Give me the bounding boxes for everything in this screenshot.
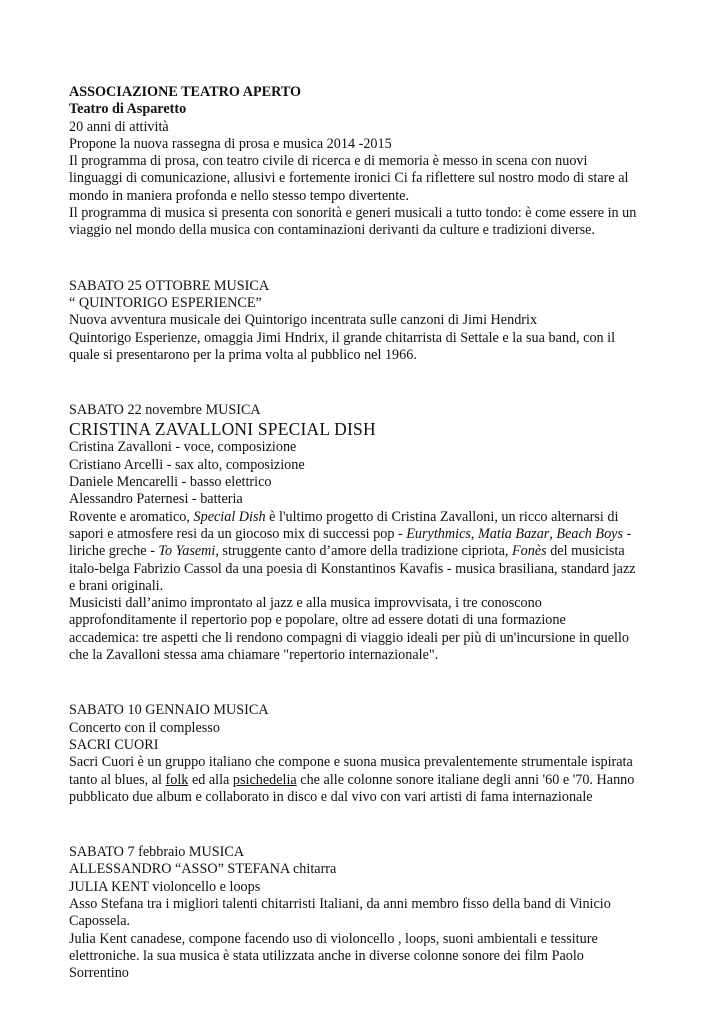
intro-line: linguaggi di comunicazione, allusivi e fortemente ironici Ci fa riflettere sul nostro modo di stare al: [69, 170, 629, 187]
event-line: tanto al blues, al folk ed alla psichedelia che alle colonne sonore italiane degli anni '60 e '70. Hanno: [69, 771, 635, 788]
psichedelia-link[interactable]: psichedelia: [232, 771, 297, 788]
description-line: liriche greche - To Yasemi, struggente canto d’amore della tradizione cipriota, Fonès del musicista: [69, 543, 625, 560]
description-line: italo-belga Fabrizio Cassol da una poesia di Konstantinos Kavafis - musica brasiliana, standard jazz: [69, 560, 636, 577]
event-line: Capossela.: [69, 913, 131, 930]
event-line: che la Zavalloni stessa ama chiamare "repertorio internazionale".: [69, 647, 439, 664]
member-line: Daniele Mencarelli - basso elettrico: [69, 474, 272, 491]
event-stefana-kent: [69, 844, 669, 982]
event-line: Nuova avventura musicale dei Quintorigo incentrata sulle canzoni di Jimi Hendrix: [69, 312, 538, 329]
event-date: SABATO 22 novembre MUSICA: [69, 402, 261, 419]
event-line: approfonditamente il repertorio pop e popolare, oltre ad essere dotati di una formazione: [69, 612, 566, 629]
event-quintorigo: [69, 278, 669, 364]
event-title: SACRI CUORI: [69, 736, 159, 753]
years-activity: 20 anni di attività: [69, 118, 169, 135]
event-line: accademica: tre aspetti che li rendono compagni di viaggio ideali per più di un'incursione in quello: [69, 629, 630, 646]
event-date: SABATO 10 GENNAIO MUSICA: [69, 702, 269, 719]
member-line: Alessandro Paternesi - batteria: [69, 491, 243, 508]
event-sacri-cuori: [69, 702, 669, 806]
event-line: pubblicato due album e collaborato in disco e dal vivo con vari artisti di fama internazionale: [69, 788, 593, 805]
event-date: SABATO 7 febbraio MUSICA: [69, 844, 245, 861]
folk-link[interactable]: folk: [165, 771, 189, 788]
description-line: Rovente e aromatico, Special Dish è l'ultimo progetto di Cristina Zavalloni, un ricco alternarsi di: [69, 508, 619, 525]
member-line: Cristiano Arcelli - sax alto, composizione: [69, 456, 305, 473]
intro-line: mondo in maniera profonda e nello stesso tempo divertente.: [69, 187, 410, 204]
event-zavalloni: [69, 402, 669, 664]
event-title: “ QUINTORIGO ESPERIENCE”: [69, 294, 262, 311]
intro-section: [69, 84, 669, 240]
intro-line: Il programma di prosa, con teatro civile di ricerca e di memoria è messo in scena con nuovi: [69, 153, 588, 170]
event-line: Julia Kent canadese, compone facendo uso di violoncello , loops, suoni ambientali e tessiture: [69, 930, 598, 947]
theatre-name: Teatro di Asparetto: [69, 101, 187, 118]
description-line: e brani originali.: [69, 577, 164, 594]
event-line: Sacri Cuori è un gruppo italiano che compone e suona musica prevalentemente strumentale ispirata: [69, 754, 633, 771]
member-line: Cristina Zavalloni - voce, composizione: [69, 439, 297, 456]
document-page: [69, 84, 669, 982]
association-title: ASSOCIAZIONE TEATRO APERTO: [69, 84, 302, 100]
event-title: CRISTINA ZAVALLONI SPECIAL DISH: [69, 419, 376, 440]
event-line: Quintorigo Esperienze, omaggia Jimi Hndrix, il grande chitarrista di Settale e la sua band, con il: [69, 329, 616, 346]
event-artist: ALLESSANDRO “ASSO” STEFANA chitarra: [69, 861, 337, 878]
event-subtitle: Concerto con il complesso: [69, 719, 220, 736]
intro-line: Il programma di musica si presenta con sonorità e generi musicali a tutto tondo: è come essere in un: [69, 205, 637, 222]
event-line: quale si presentarono per la prima volta al pubblico nel 1966.: [69, 346, 417, 363]
event-artist: JULIA KENT violoncello e loops: [69, 878, 261, 895]
event-line: Sorrentino: [69, 965, 129, 982]
event-line: elettroniche. la sua musica è stata utilizzata anche in diverse colonne sonore dei film Paolo: [69, 947, 584, 964]
intro-line: Propone la nuova rassegna di prosa e musica 2014 -2015: [69, 135, 392, 152]
intro-line: viaggio nel mondo della musica con contaminazioni derivanti da culture e tradizioni diverse.: [69, 222, 595, 239]
event-date: SABATO 25 OTTOBRE MUSICA: [69, 277, 270, 294]
event-line: Asso Stefana tra i migliori talenti chitarristi Italiani, da anni membro fisso della band di Vinicio: [69, 895, 611, 912]
description-line: sapori e atmosfere resi da un giocoso mix di successi pop - Eurythmics, Matia Bazar, Beach Boys -: [69, 525, 632, 542]
event-line: Musicisti dall’animo improntato al jazz e alla musica improvvisata, i tre conoscono: [69, 595, 542, 612]
